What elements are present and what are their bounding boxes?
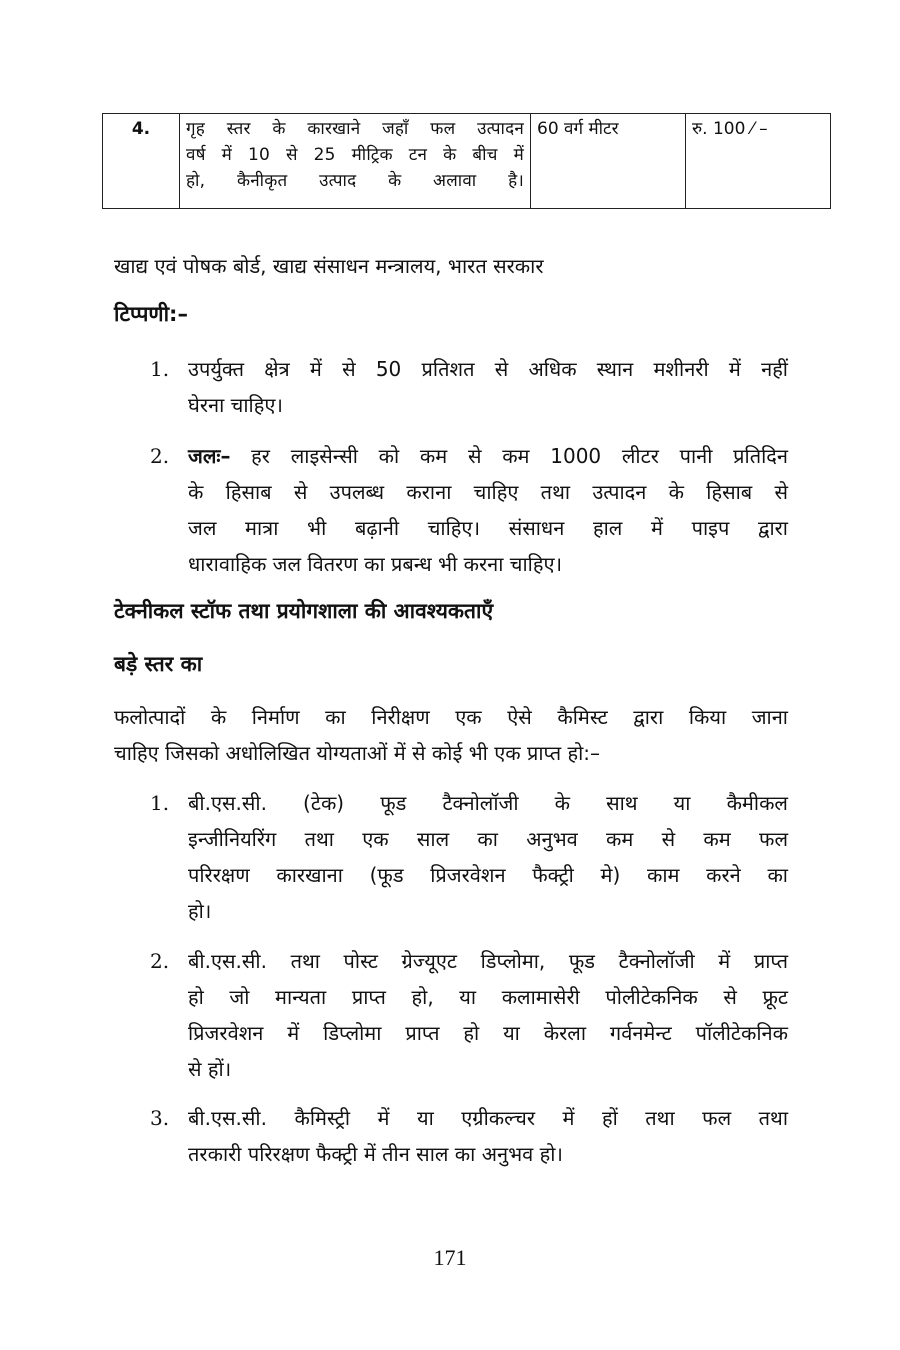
qualification-number: 1. — [150, 791, 170, 815]
row-area: 60 वर्ग मीटर — [531, 114, 686, 209]
qualification-line: हो। — [188, 899, 212, 923]
note-line-rest: हर लाइसेन्सी को कम से कम 1000 लीटर पानी प्रतिदिन — [230, 444, 788, 468]
note-line: घेरना चाहिए। — [188, 393, 283, 417]
qualification-line: तरकारी परिरक्षण फैक्ट्री में तीन साल का अनुभव हो। — [188, 1142, 563, 1166]
row-number: 4. — [103, 114, 180, 209]
page-number: 171 — [433, 1245, 467, 1270]
qualification-item — [150, 943, 788, 1087]
qualification-number: 2. — [150, 949, 170, 973]
note-number: 2. — [150, 444, 170, 468]
note-line-first — [188, 438, 788, 474]
intro-paragraph — [114, 699, 788, 771]
note-body — [188, 351, 788, 423]
note-line: जल मात्रा भी बढ़ानी चाहिए। संसाधन हाल में पाइप द्वारा — [188, 516, 788, 540]
qualification-line: हो जो मान्यता प्राप्त हो, या कलामासेरी पोलीटेकनिक से फ्रूट — [188, 985, 788, 1009]
qualification-body — [188, 785, 788, 929]
water-label: जलः– — [188, 444, 231, 468]
intro-line: फलोत्पादों के निर्माण का निरीक्षण एक ऐसे कैमिस्ट द्वारा किया जाना — [114, 705, 788, 729]
qualification-item — [150, 1100, 788, 1172]
note-line: धारावाहिक जल वितरण का प्रबन्ध भी करना चाहिए। — [188, 552, 563, 576]
qualification-line: इन्जीनियरिंग तथा एक साल का अनुभव कम से कम फल — [188, 827, 788, 851]
qualification-number: 3. — [150, 1106, 170, 1130]
qualification-line: से हों। — [188, 1057, 232, 1081]
qualification-line: बी.एस.सी. कैमिस्ट्री में या एग्रीकल्चर में हों तथा फल तथा — [188, 1106, 788, 1130]
qualification-line: बी.एस.सी. तथा पोस्ट ग्रेज्यूएट डिप्लोमा, फूड टैक्नोलॉजी में प्राप्त — [188, 949, 788, 973]
section-heading: टेक्नीकल स्टॉफ तथा प्रयोगशाला की आवश्यकताएँ — [114, 599, 494, 623]
note-body — [188, 438, 788, 582]
row-description-line: गृह स्तर के कारखाने जहाँ फल उत्पादन — [186, 119, 524, 139]
row-description — [180, 114, 531, 209]
qualification-body — [188, 943, 788, 1087]
row-description-line: वर्ष में 10 से 25 मीट्रिक टन के बीच में — [186, 145, 524, 165]
note-line: उपर्युक्त क्षेत्र में से 50 प्रतिशत से अधिक स्थान मशीनरी में नहीं — [188, 357, 788, 381]
note-number: 1. — [150, 357, 170, 381]
sub-heading: बड़े स्तर का — [114, 652, 203, 676]
note-heading: टिप्पणी:– — [114, 302, 188, 326]
intro-line: चाहिए जिसको अधोलिखित योग्यताओं में से कोई भी एक प्राप्त हो:– — [114, 741, 601, 765]
row-description-line: हो, कैनीकृत उत्पाद के अलावा है। — [186, 171, 524, 191]
qualification-line: प्रिजरवेशन में डिप्लोमा प्राप्त हो या केरला गर्वनमेन्ट पॉलीटेकनिक — [188, 1021, 788, 1045]
note-line: के हिसाब से उपलब्ध कराना चाहिए तथा उत्पादन के हिसाब से — [188, 480, 788, 504]
qualification-line: बी.एस.सी. (टेक) फूड टैक्नोलॉजी के साथ या कैमीकल — [188, 791, 788, 815]
note-item — [150, 438, 788, 582]
row-fee: रु. 100 ⁄ – — [686, 114, 831, 209]
qualification-item — [150, 785, 788, 929]
qualification-line: परिरक्षण कारखाना (फूड प्रिजरवेशन फैक्ट्री मे) काम करने का — [188, 863, 788, 887]
table-row — [103, 114, 831, 209]
qualification-body — [188, 1100, 788, 1172]
licence-table — [102, 113, 831, 209]
source-line: खाद्य एवं पोषक बोर्ड, खाद्य संसाधन मन्त्रालय, भारत सरकार — [114, 254, 544, 278]
note-item — [150, 351, 788, 423]
